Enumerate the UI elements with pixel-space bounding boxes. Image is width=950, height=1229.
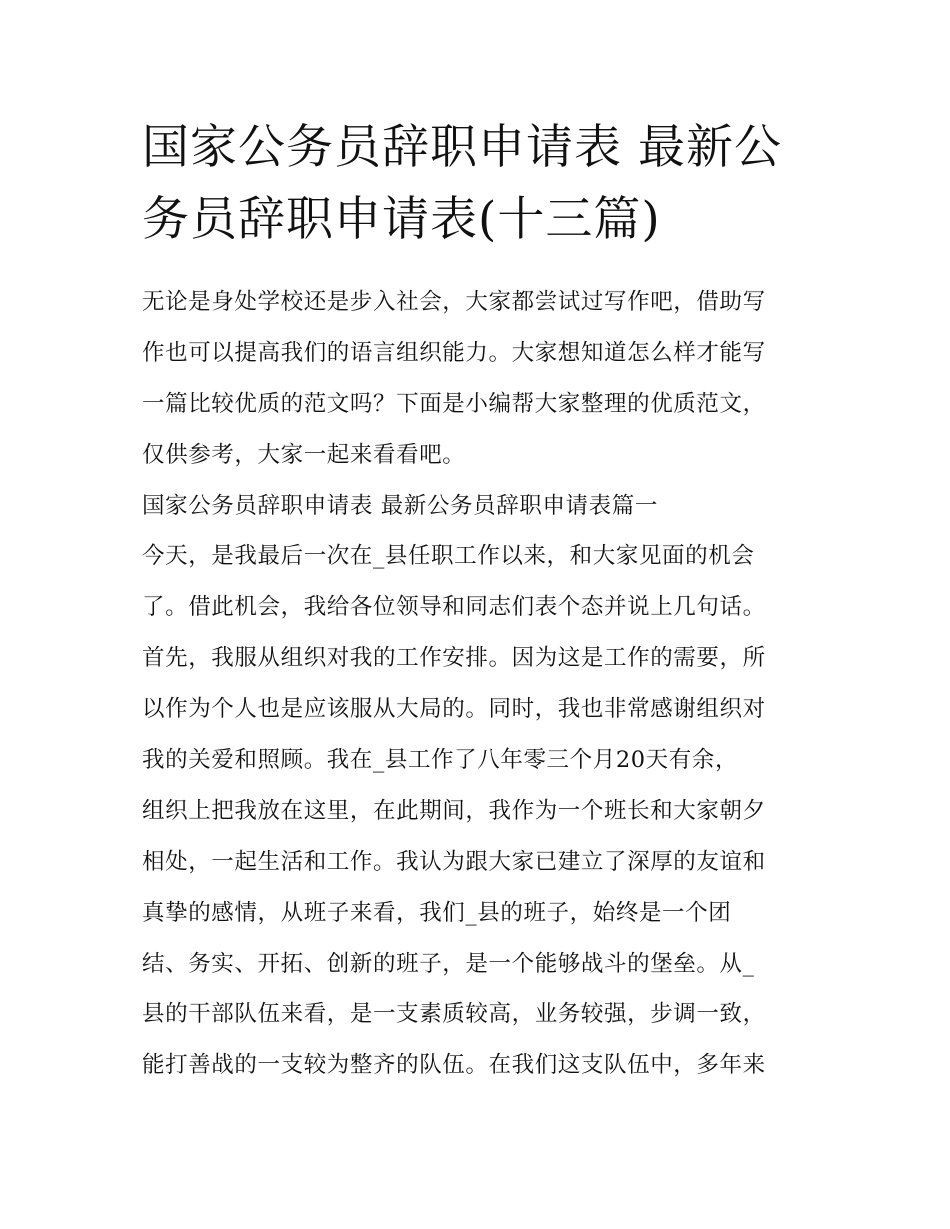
body-line: 相处，一起生活和工作。我认为跟大家已建立了深厚的友谊和 — [142, 848, 766, 875]
section-heading: 国家公务员辞职申请表 最新公务员辞职申请表篇一 — [142, 492, 658, 519]
title-line: 国家公务员辞职申请表 最新公 — [142, 120, 782, 175]
body-line: 结、务实、开拓、创新的班子，是一个能够战斗的堡垒。从_ — [142, 950, 755, 977]
body-line: 一篇比较优质的范文吗？下面是小编帮大家整理的优质范文， — [142, 390, 766, 417]
body-line: 首先，我服从组织对我的工作安排。因为这是工作的需要，所 — [142, 645, 766, 672]
title-line: 务员辞职申请表(十三篇) — [142, 192, 661, 247]
body-line: 仅供参考，大家一起来看看吧。 — [142, 441, 466, 468]
body-line: 组织上把我放在这里，在此期间，我作为一个班长和大家朝夕 — [142, 797, 766, 824]
body-line: 能打善战的一支较为整齐的队伍。在我们这支队伍中，多年来 — [142, 1052, 766, 1079]
body-line: 县的干部队伍来看，是一支素质较高，业务较强，步调一致， — [142, 1001, 766, 1028]
body-line: 真挚的感情，从班子来看，我们_县的班子，始终是一个团 — [142, 899, 732, 926]
body-line: 了。借此机会，我给各位领导和同志们表个态并说上几句话。 — [142, 594, 766, 621]
body-line: 作也可以提高我们的语言组织能力。大家想知道怎么样才能写 — [142, 339, 766, 366]
document-body — [142, 277, 822, 1091]
document-title — [142, 112, 822, 256]
body-line: 无论是身处学校还是步入社会，大家都尝试过写作吧，借助写 — [142, 289, 766, 315]
body-line: 我的关爱和照顾。我在_县工作了八年零三个月20天有余， — [142, 747, 739, 774]
body-line: 今天，是我最后一次在_县任职工作以来，和大家见面的机会 — [142, 543, 755, 570]
body-line: 以作为个人也是应该服从大局的。同时，我也非常感谢组织对 — [142, 696, 766, 723]
